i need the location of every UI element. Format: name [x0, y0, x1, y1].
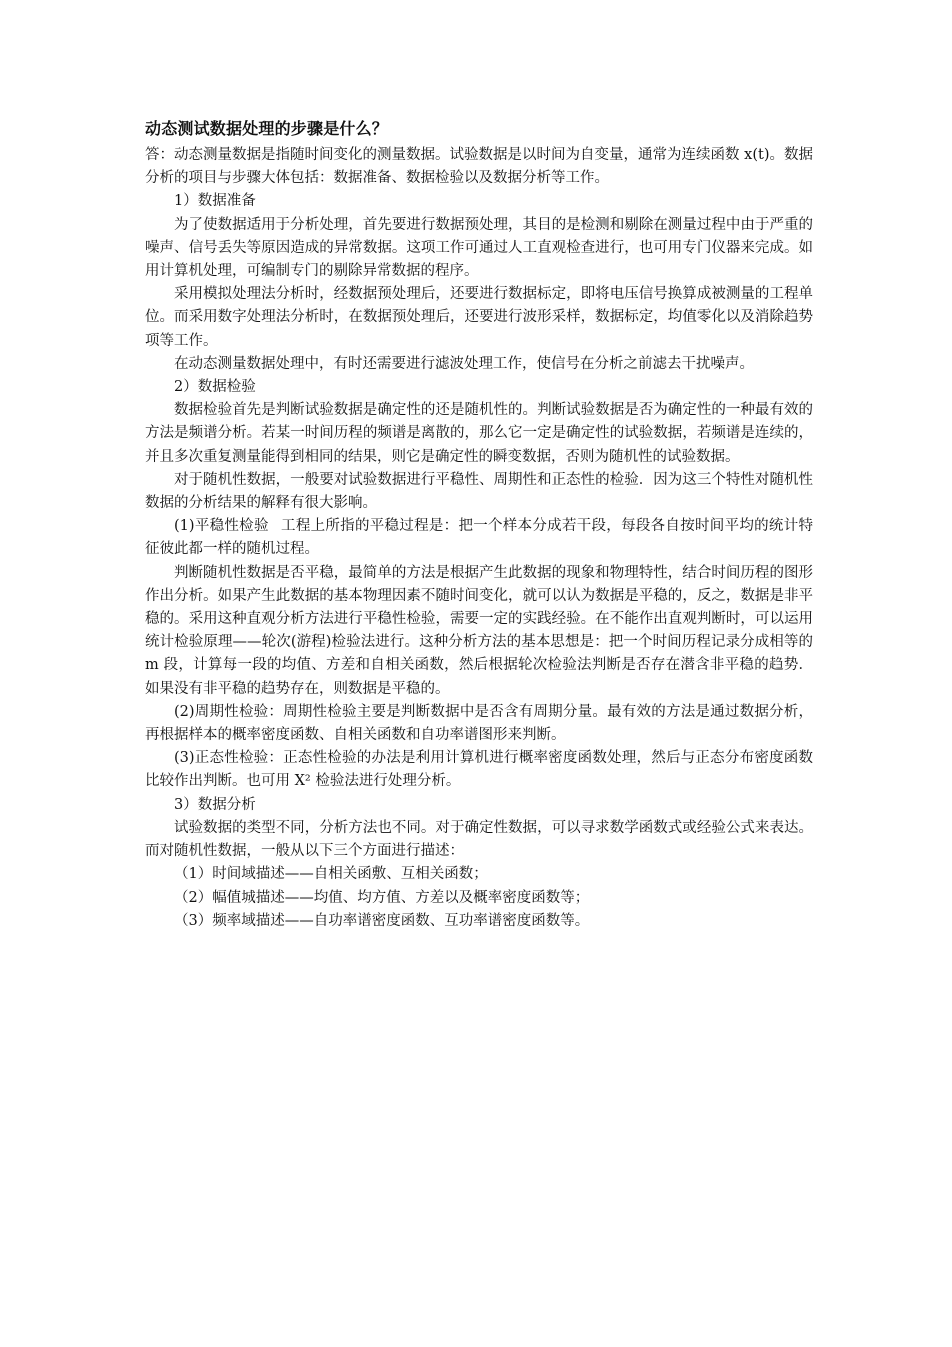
list-item: （2）幅值城描述——均值、均方值、方差以及概率密度函数等；: [174, 889, 590, 906]
paragraph: 为了使数据适用于分析处理，首先要进行数据预处理，其目的是检测和剔除在测量过程中由于严重的噪声、信号丢失等原因造成的异常数据。这项工作可通过人工直观检查进行，也可用专门仪器来完成。如用计算机处理，可编制专门的剔除异常数据的程序。: [145, 216, 813, 280]
list-item: （3）频率域描述——自功率谱密度函数、互功率谱密度函数等。: [174, 912, 590, 929]
paragraph: 判断随机性数据是否平稳，最简单的方法是根据产生此数据的现象和物理特性，结合时间历程的图形作出分析。如果产生此数据的基本物理因素不随时间变化，就可以认为数据是平稳的，反之，数据是非平稳的。采用这种直观分析方法进行平稳性检验，需要一定的实践经验。在不能作出直观判断时，可以运用统计检验原理——轮次(游程)检验法进行。这种分析方法的基本思想是：把一个时间历程记录分成相等的 m 段，计算每一段的均值、方差和自相关函数，然后根据轮次检验法判断是否存在潜含非平稳的趋势．如果没有非平稳的趋势存在，则数据是平稳的。: [145, 564, 813, 697]
paragraph: 采用模拟处理法分析时，经数据预处理后，还要进行数据标定，即将电压信号换算成被测量的工程单位。而采用数字处理法分析时，在数据预处理后，还要进行波形采样，数据标定，均值零化以及消除趋势项等工作。: [145, 286, 813, 349]
document-title: 动态测试数据处理的步骤是什么？: [145, 119, 389, 138]
stationarity-label: (1)平稳性检验: [174, 518, 269, 535]
paragraph: 在动态测量数据处理中，有时还需要进行滤波处理工作，使信号在分析之前滤去干扰噪声。: [174, 355, 754, 372]
document-page: [145, 117, 813, 933]
paragraph: 试验数据的类型不同，分析方法也不同。对于确定性数据，可以寻求数学函数式或经验公式来表达。而对随机性数据，一般从以下三个方面进行描述：: [145, 819, 813, 860]
paragraph: 对于随机性数据，一般要对试验数据进行平稳性、周期性和正态性的检验．因为这三个特性对随机性数据的分析结果的解释有很大影响。: [145, 471, 813, 512]
paragraph-normality: (3)正态性检验：正态性检验的办法是利用计算机进行概率密度函数处理，然后与正态分布密度函数比较作出判断。也可用 X² 检验法进行处理分析。: [145, 750, 813, 790]
answer-intro: 答：动态测量数据是指随时间变化的测量数据。试验数据是以时间为自变量，通常为连续函数 x(t)。数据分析的项目与步骤大体包括：数据准备、数据检验以及数据分析等工作。: [145, 147, 813, 187]
paragraph-periodicity: (2)周期性检验：周期性检验主要是判断数据中是否含有周期分量。最有效的方法是通过数据分析，再根据样本的概率密度函数、自相关函数和自功率谱图形来判断。: [145, 703, 813, 744]
paragraph: 数据检验首先是判断试验数据是确定性的还是随机性的。判断试验数据是否为确定性的一种最有效的方法是频谱分析。若某一时间历程的频谱是离散的，那么它一定是确定性的试验数据，若频谱是连续的，并且多次重复测量能得到相同的结果，则它是确定性的瞬变数据，否则为随机性的试验数据。: [145, 402, 813, 465]
section-heading-data-check: 2）数据检验: [174, 379, 256, 396]
paragraph-stationarity: [145, 515, 813, 561]
section-heading-data-analysis: 3）数据分析: [174, 796, 256, 813]
section-heading-data-preparation: 1）数据准备: [174, 193, 256, 210]
list-item: （1）时间域描述——自相关函敷、互相关函数；: [174, 866, 488, 883]
stationarity-text: 工程上所指的平稳过程是：把一个样本分成若干段，每段各自按时间平均的统计特征彼此都一样的随机过程。: [145, 518, 813, 558]
